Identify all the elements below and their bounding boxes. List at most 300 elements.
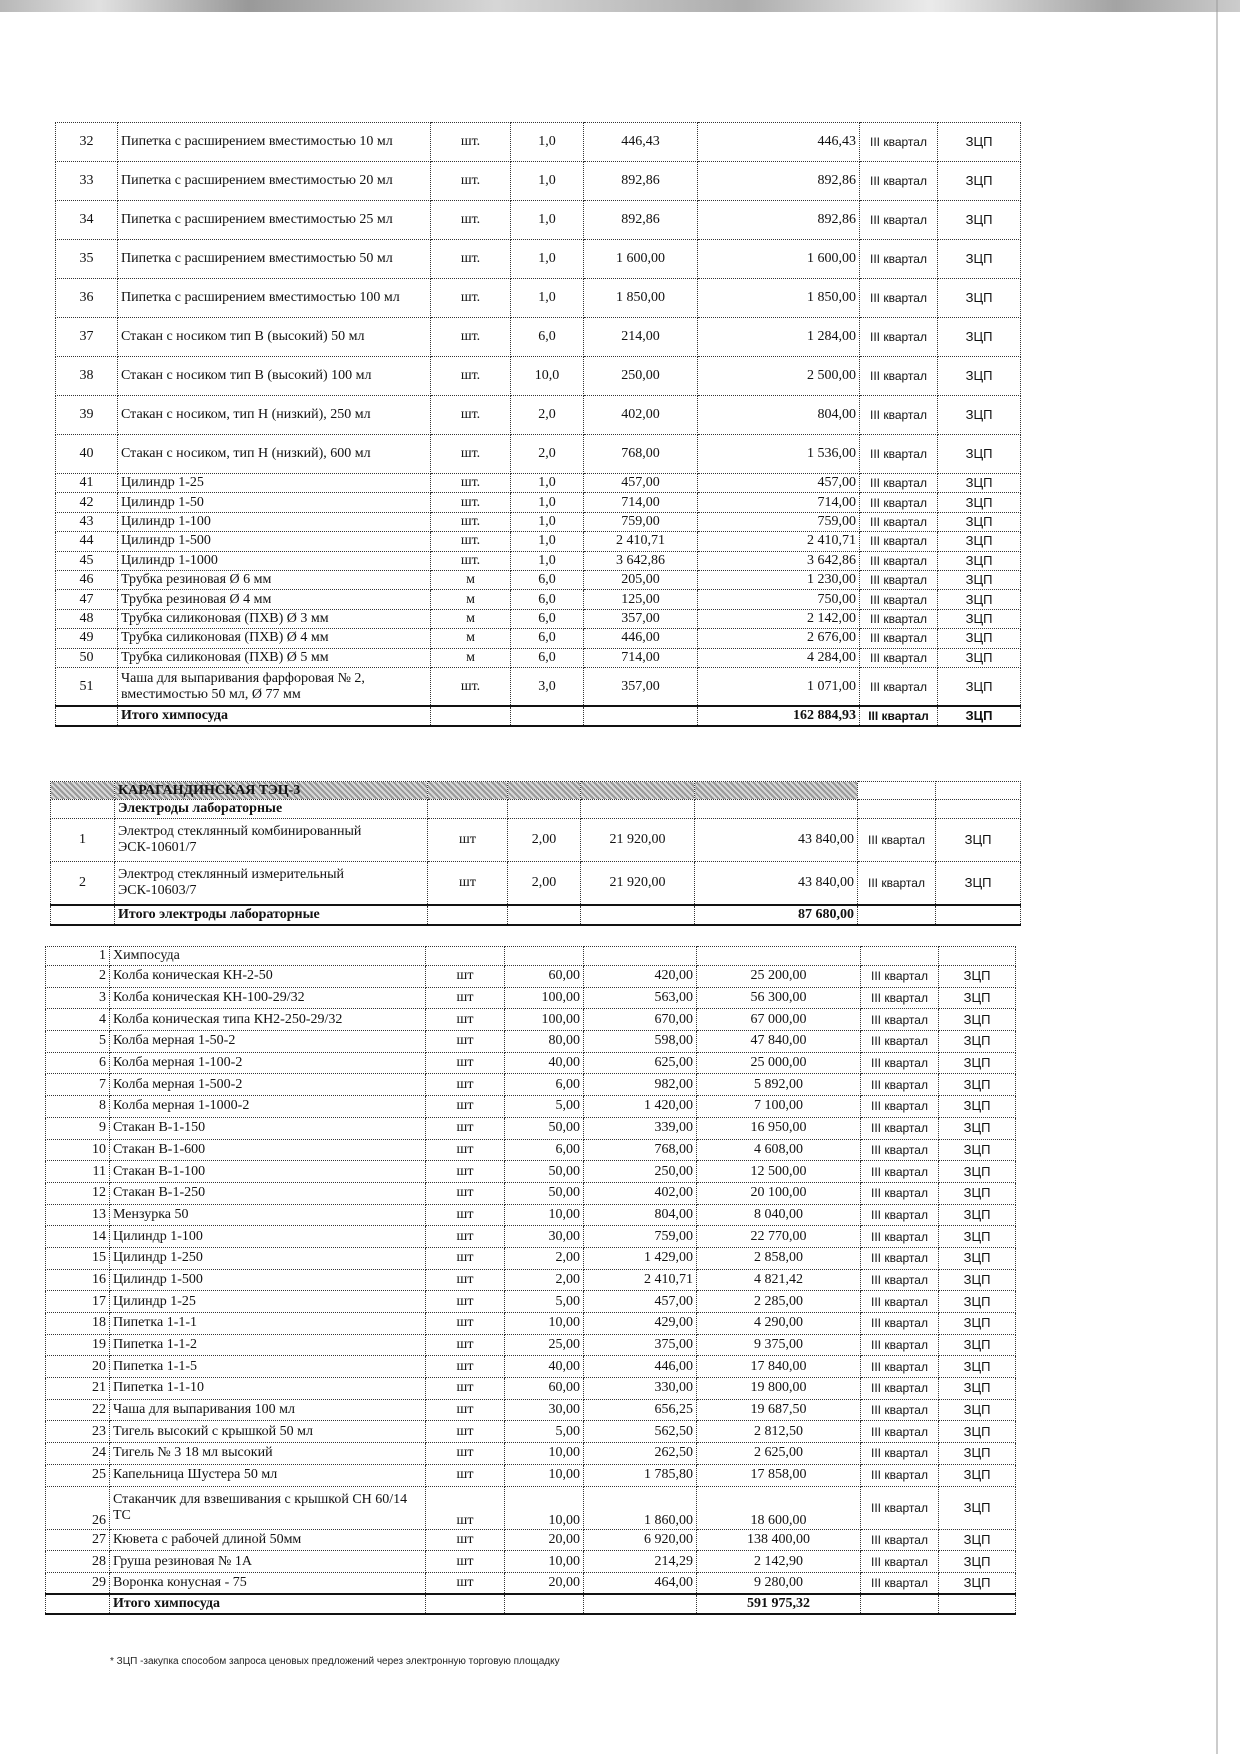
empty-cell	[695, 782, 858, 800]
quarter: III квартал	[861, 1399, 939, 1421]
empty-cell	[508, 905, 581, 925]
empty-cell	[51, 800, 115, 819]
quarter: III квартал	[860, 435, 938, 474]
unit-price: 768,00	[584, 1139, 697, 1161]
quantity: 2,00	[505, 1247, 584, 1269]
empty-cell	[431, 706, 511, 726]
unit: шт	[426, 1334, 505, 1356]
unit: шт	[426, 1269, 505, 1291]
procurement-method: ЗЦП	[939, 1031, 1016, 1053]
quarter: III квартал	[860, 493, 938, 512]
quarter: III квартал	[861, 1464, 939, 1486]
quarter: III квартал	[861, 1356, 939, 1378]
quarter: III квартал	[861, 1313, 939, 1335]
unit: шт.	[431, 318, 511, 357]
quantity: 10,00	[505, 1313, 584, 1335]
quarter: III квартал	[860, 123, 938, 162]
item-name: Трубка силиконовая (ПХВ) Ø 4 мм	[118, 629, 431, 648]
procurement-method: ЗЦП	[936, 819, 1021, 862]
procurement-method: ЗЦП	[939, 1529, 1016, 1551]
table-row	[46, 1529, 1016, 1551]
amount: 714,00	[698, 493, 860, 512]
procurement-method: ЗЦП	[939, 1117, 1016, 1139]
procurement-method: ЗЦП	[938, 493, 1021, 512]
unit: шт	[426, 1182, 505, 1204]
quarter: III квартал	[858, 862, 936, 905]
amount: 7 100,00	[697, 1096, 861, 1118]
table-row	[46, 1313, 1016, 1335]
quantity: 1,0	[511, 512, 584, 531]
row-number: 11	[46, 1161, 110, 1183]
scan-artifact-right	[1216, 0, 1218, 1754]
unit-price: 670,00	[584, 1009, 697, 1031]
table-row	[46, 1052, 1016, 1074]
procurement-method: ЗЦП	[938, 648, 1021, 667]
amount: 25 000,00	[697, 1052, 861, 1074]
quantity: 30,00	[505, 1399, 584, 1421]
procurement-table-part2	[50, 781, 1021, 926]
table-row	[46, 966, 1016, 988]
amount: 5 892,00	[697, 1074, 861, 1096]
empty-cell	[584, 1594, 697, 1614]
procurement-method: ЗЦП	[938, 318, 1021, 357]
item-name: Цилиндр 1-25	[110, 1291, 426, 1313]
organization-name: КАРАГАНДИНСКАЯ ТЭЦ-3	[115, 782, 428, 800]
unit: шт	[426, 1378, 505, 1400]
quarter: III квартал	[861, 1074, 939, 1096]
empty-cell	[858, 905, 936, 925]
item-name: Стакан с носиком тип В (высокий) 50 мл	[118, 318, 431, 357]
item-name: Колба мерная 1-100-2	[110, 1052, 426, 1074]
amount: 892,86	[698, 162, 860, 201]
quantity: 2,0	[511, 435, 584, 474]
unit-price: 457,00	[584, 1291, 697, 1313]
unit-price: 656,25	[584, 1399, 697, 1421]
quarter: III квартал	[861, 1421, 939, 1443]
empty-cell	[581, 905, 695, 925]
procurement-table-part1	[55, 122, 1021, 727]
quarter: III квартал	[861, 1009, 939, 1031]
procurement-method: ЗЦП	[939, 1464, 1016, 1486]
procurement-method: ЗЦП	[939, 1572, 1016, 1594]
procurement-method: ЗЦП	[939, 1399, 1016, 1421]
item-name: Стакан В-1-250	[110, 1182, 426, 1204]
amount: 2 285,00	[697, 1291, 861, 1313]
quarter: III квартал	[858, 819, 936, 862]
unit-price: 214,00	[584, 318, 698, 357]
table-row	[46, 1399, 1016, 1421]
procurement-method: ЗЦП	[938, 706, 1021, 726]
procurement-method: ЗЦП	[939, 1269, 1016, 1291]
quantity: 1,0	[511, 123, 584, 162]
unit-price: 6 920,00	[584, 1529, 697, 1551]
table-row	[46, 1031, 1016, 1053]
unit-price: 982,00	[584, 1074, 697, 1096]
table-row	[46, 1182, 1016, 1204]
item-name: Колба мерная 1-50-2	[110, 1031, 426, 1053]
quantity: 2,00	[508, 819, 581, 862]
item-name: Цилиндр 1-500	[118, 532, 431, 551]
amount: 2 625,00	[697, 1443, 861, 1465]
item-name: Цилиндр 1-500	[110, 1269, 426, 1291]
item-name: Чаша для выпаривания 100 мл	[110, 1399, 426, 1421]
row-number: 21	[46, 1378, 110, 1400]
item-name: Колба мерная 1-500-2	[110, 1074, 426, 1096]
footnote: * ЗЦП -закупка способом запроса ценовых предложений через электронную торговую площадку	[110, 1656, 560, 1667]
quantity: 3,0	[511, 667, 584, 706]
procurement-method: ЗЦП	[938, 162, 1021, 201]
amount: 1 536,00	[698, 435, 860, 474]
quantity: 100,00	[505, 1009, 584, 1031]
empty-cell	[584, 706, 698, 726]
quantity: 1,0	[511, 201, 584, 240]
unit-price: 563,00	[584, 987, 697, 1009]
unit-price: 625,00	[584, 1052, 697, 1074]
procurement-method: ЗЦП	[939, 1486, 1016, 1529]
item-name: Трубка силиконовая (ПХВ) Ø 3 мм	[118, 609, 431, 628]
table-row	[46, 1443, 1016, 1465]
item-name: Стакан с носиком, тип Н (низкий), 250 мл	[118, 396, 431, 435]
quarter: III квартал	[860, 201, 938, 240]
empty-cell	[511, 706, 584, 726]
unit-price: 2 410,71	[584, 1269, 697, 1291]
empty-cell	[858, 782, 936, 800]
quantity: 2,00	[508, 862, 581, 905]
item-name: Колба коническая КН-2-50	[110, 966, 426, 988]
amount: 56 300,00	[697, 987, 861, 1009]
quantity: 6,00	[505, 1139, 584, 1161]
table-row	[51, 819, 1021, 862]
item-name: Цилиндр 1-250	[110, 1247, 426, 1269]
row-number: 26	[46, 1486, 110, 1529]
row-number: 41	[56, 474, 118, 493]
empty-cell	[46, 1594, 110, 1614]
quantity: 1,0	[511, 493, 584, 512]
item-name: Трубка резиновая Ø 6 мм	[118, 570, 431, 589]
item-name: Груша резиновая № 1А	[110, 1551, 426, 1573]
row-number: 1	[46, 947, 110, 966]
table-row	[46, 1378, 1016, 1400]
row-number: 18	[46, 1313, 110, 1335]
row-number: 46	[56, 570, 118, 589]
unit: шт	[426, 1572, 505, 1594]
row-number: 16	[46, 1269, 110, 1291]
empty-cell	[426, 1594, 505, 1614]
empty-cell	[505, 1594, 584, 1614]
unit: шт	[426, 1291, 505, 1313]
amount: 8 040,00	[697, 1204, 861, 1226]
amount: 759,00	[698, 512, 860, 531]
row-number: 39	[56, 396, 118, 435]
row-number: 13	[46, 1204, 110, 1226]
unit-price: 21 920,00	[581, 819, 695, 862]
row-number: 2	[51, 862, 115, 905]
quarter: III квартал	[861, 1443, 939, 1465]
item-name: Стакан с носиком тип В (высокий) 100 мл	[118, 357, 431, 396]
procurement-method: ЗЦП	[938, 201, 1021, 240]
table-row	[46, 1009, 1016, 1031]
row-number: 2	[46, 966, 110, 988]
item-name: Пипетка с расширением вместимостью 100 мл	[118, 279, 431, 318]
item-name: Пипетка с расширением вместимостью 25 мл	[118, 201, 431, 240]
unit: шт.	[431, 474, 511, 493]
table-row	[56, 435, 1021, 474]
amount: 4 821,42	[697, 1269, 861, 1291]
quantity: 2,00	[505, 1269, 584, 1291]
quantity: 6,0	[511, 609, 584, 628]
item-name: Тигель высокий с крышкой 50 мл	[110, 1421, 426, 1443]
item-name: Цилиндр 1-1000	[118, 551, 431, 570]
procurement-method: ЗЦП	[938, 551, 1021, 570]
quarter: III квартал	[860, 162, 938, 201]
unit-price: 2 410,71	[584, 532, 698, 551]
quarter: III квартал	[861, 1529, 939, 1551]
unit: шт.	[431, 396, 511, 435]
amount: 2 676,00	[698, 629, 860, 648]
quantity: 20,00	[505, 1572, 584, 1594]
procurement-method: ЗЦП	[939, 1226, 1016, 1248]
quantity: 1,0	[511, 240, 584, 279]
table-row	[51, 862, 1021, 905]
unit: шт	[426, 1161, 505, 1183]
table-row	[56, 570, 1021, 589]
unit-price: 446,43	[584, 123, 698, 162]
amount: 4 608,00	[697, 1139, 861, 1161]
amount: 47 840,00	[697, 1031, 861, 1053]
table-row	[56, 629, 1021, 648]
amount: 17 840,00	[697, 1356, 861, 1378]
quantity: 25,00	[505, 1334, 584, 1356]
quarter: III квартал	[861, 966, 939, 988]
quarter: III квартал	[860, 532, 938, 551]
quantity: 10,00	[505, 1551, 584, 1573]
unit: шт	[426, 1486, 505, 1529]
row-number: 43	[56, 512, 118, 531]
table-row	[46, 1247, 1016, 1269]
unit-price: 250,00	[584, 357, 698, 396]
quantity: 10,00	[505, 1443, 584, 1465]
table-row	[46, 1421, 1016, 1443]
unit-price: 457,00	[584, 474, 698, 493]
empty-cell	[508, 800, 581, 819]
empty-cell	[51, 905, 115, 925]
unit: шт.	[431, 493, 511, 512]
amount: 138 400,00	[697, 1529, 861, 1551]
table-row	[56, 493, 1021, 512]
quarter: III квартал	[861, 1378, 939, 1400]
quantity: 40,00	[505, 1052, 584, 1074]
table-row	[46, 1226, 1016, 1248]
quantity: 6,0	[511, 318, 584, 357]
row-number: 23	[46, 1421, 110, 1443]
quarter: III квартал	[861, 1334, 939, 1356]
group-row	[46, 947, 1016, 966]
quarter: III квартал	[860, 318, 938, 357]
amount: 25 200,00	[697, 966, 861, 988]
procurement-method: ЗЦП	[939, 1443, 1016, 1465]
unit-price: 3 642,86	[584, 551, 698, 570]
unit-price: 357,00	[584, 609, 698, 628]
table-row	[46, 1464, 1016, 1486]
unit: шт.	[431, 162, 511, 201]
quantity: 10,0	[511, 357, 584, 396]
procurement-method: ЗЦП	[939, 1074, 1016, 1096]
quarter: III квартал	[861, 1551, 939, 1573]
row-number: 24	[46, 1443, 110, 1465]
unit: шт	[426, 1052, 505, 1074]
unit-price: 759,00	[584, 512, 698, 531]
unit: шт	[426, 1443, 505, 1465]
table-row	[56, 201, 1021, 240]
amount: 16 950,00	[697, 1117, 861, 1139]
unit: м	[431, 590, 511, 609]
row-number: 45	[56, 551, 118, 570]
item-name: Воронка конусная - 75	[110, 1572, 426, 1594]
quarter: III квартал	[860, 551, 938, 570]
procurement-method: ЗЦП	[939, 1182, 1016, 1204]
item-name: Стаканчик для взвешивания с крышкой СН 60/14 ТС	[110, 1486, 426, 1529]
item-name: Пипетка 1-1-10	[110, 1378, 426, 1400]
unit-price: 804,00	[584, 1204, 697, 1226]
unit: шт	[426, 1074, 505, 1096]
unit: шт.	[431, 240, 511, 279]
quantity: 10,00	[505, 1464, 584, 1486]
item-name: Трубка резиновая Ø 4 мм	[118, 590, 431, 609]
unit: шт.	[431, 279, 511, 318]
unit: шт	[426, 966, 505, 988]
quarter: III квартал	[861, 1117, 939, 1139]
procurement-method: ЗЦП	[938, 667, 1021, 706]
unit-price: 1 860,00	[584, 1486, 697, 1529]
quantity: 5,00	[505, 1096, 584, 1118]
row-number: 6	[46, 1052, 110, 1074]
table-row	[46, 1074, 1016, 1096]
item-name: Пипетка 1-1-1	[110, 1313, 426, 1335]
item-name: Мензурка 50	[110, 1204, 426, 1226]
empty-cell	[581, 800, 695, 819]
unit-price: 1 429,00	[584, 1247, 697, 1269]
empty-cell	[936, 800, 1021, 819]
unit-price: 402,00	[584, 1182, 697, 1204]
procurement-method: ЗЦП	[939, 1052, 1016, 1074]
procurement-method: ЗЦП	[938, 123, 1021, 162]
table1-body	[56, 123, 1021, 727]
table-row	[46, 1572, 1016, 1594]
unit-price: 714,00	[584, 648, 698, 667]
table-row	[46, 1356, 1016, 1378]
quantity: 6,0	[511, 648, 584, 667]
unit: шт	[426, 1117, 505, 1139]
table-row	[46, 1291, 1016, 1313]
unit: шт	[426, 1226, 505, 1248]
quantity: 6,00	[505, 1074, 584, 1096]
unit-price: 598,00	[584, 1031, 697, 1053]
unit: шт	[426, 1399, 505, 1421]
empty-cell	[428, 800, 508, 819]
item-name: Пипетка 1-1-2	[110, 1334, 426, 1356]
quarter: III квартал	[860, 629, 938, 648]
procurement-method: ЗЦП	[939, 1204, 1016, 1226]
quarter: III квартал	[860, 396, 938, 435]
total-amount: 162 884,93	[698, 706, 860, 726]
quarter: III квартал	[860, 474, 938, 493]
quarter: III квартал	[860, 357, 938, 396]
table-row	[56, 396, 1021, 435]
quantity: 50,00	[505, 1182, 584, 1204]
procurement-method: ЗЦП	[939, 1313, 1016, 1335]
amount: 1 230,00	[698, 570, 860, 589]
empty-cell	[939, 1594, 1016, 1614]
row-number: 17	[46, 1291, 110, 1313]
empty-cell	[939, 947, 1016, 966]
procurement-method: ЗЦП	[938, 512, 1021, 531]
item-name: Цилиндр 1-100	[118, 512, 431, 531]
total-row	[51, 905, 1021, 925]
item-name: Колба мерная 1-1000-2	[110, 1096, 426, 1118]
quantity: 60,00	[505, 1378, 584, 1400]
amount: 12 500,00	[697, 1161, 861, 1183]
empty-cell	[858, 800, 936, 819]
table-row	[56, 648, 1021, 667]
table-row	[56, 240, 1021, 279]
quarter: III квартал	[861, 1204, 939, 1226]
procurement-method: ЗЦП	[938, 570, 1021, 589]
table-row	[46, 987, 1016, 1009]
unit: шт	[426, 1031, 505, 1053]
group-name: Химпосуда	[110, 947, 426, 966]
quarter: III квартал	[861, 1247, 939, 1269]
procurement-method: ЗЦП	[938, 629, 1021, 648]
row-number: 15	[46, 1247, 110, 1269]
quantity: 1,0	[511, 279, 584, 318]
empty-cell	[426, 947, 505, 966]
procurement-method: ЗЦП	[939, 1247, 1016, 1269]
row-number: 3	[46, 987, 110, 1009]
row-number: 48	[56, 609, 118, 628]
table-row	[56, 357, 1021, 396]
section-org-row	[51, 782, 1021, 800]
item-name: Пипетка с расширением вместимостью 10 мл	[118, 123, 431, 162]
amount: 2 142,90	[697, 1551, 861, 1573]
amount: 1 284,00	[698, 318, 860, 357]
procurement-method: ЗЦП	[938, 609, 1021, 628]
unit: шт	[426, 1096, 505, 1118]
total-label: Итого химпосуда	[110, 1594, 426, 1614]
quarter: III квартал	[861, 1269, 939, 1291]
unit: м	[431, 629, 511, 648]
item-name: Пипетка 1-1-5	[110, 1356, 426, 1378]
total-row	[46, 1594, 1016, 1614]
item-name: Кювета с рабочей длиной 50мм	[110, 1529, 426, 1551]
row-number: 51	[56, 667, 118, 706]
table-row	[46, 1486, 1016, 1529]
quantity: 30,00	[505, 1226, 584, 1248]
amount: 20 100,00	[697, 1182, 861, 1204]
quarter: III квартал	[861, 1486, 939, 1529]
quarter: III квартал	[860, 570, 938, 589]
procurement-method: ЗЦП	[939, 1139, 1016, 1161]
scan-artifact-top	[0, 0, 1240, 12]
item-name: Пипетка с расширением вместимостью 50 мл	[118, 240, 431, 279]
quarter: III квартал	[861, 987, 939, 1009]
unit-price: 21 920,00	[581, 862, 695, 905]
row-number: 20	[46, 1356, 110, 1378]
quantity: 1,0	[511, 474, 584, 493]
unit-price: 446,00	[584, 629, 698, 648]
row-number: 35	[56, 240, 118, 279]
amount: 1 850,00	[698, 279, 860, 318]
quantity: 40,00	[505, 1356, 584, 1378]
